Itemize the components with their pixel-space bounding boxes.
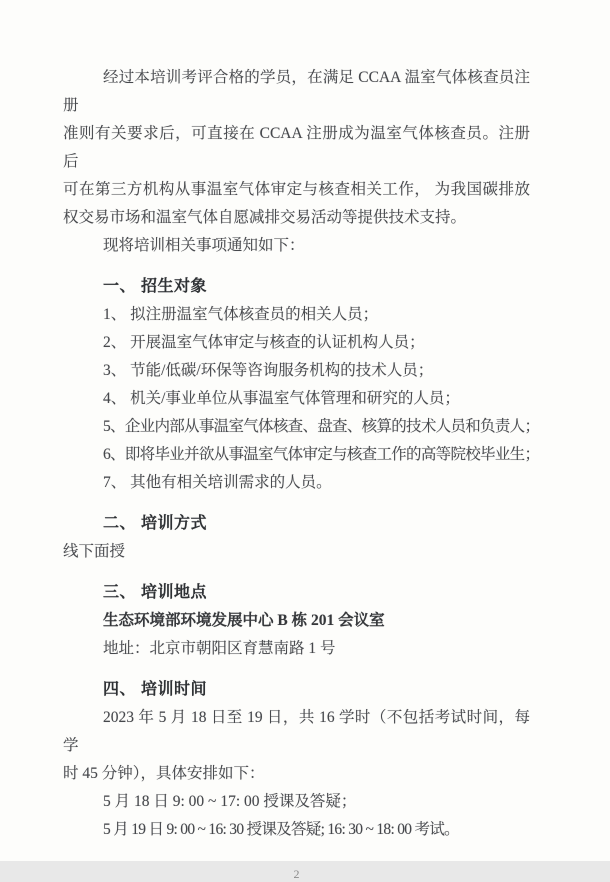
intro-lead-line: 现将培训相关事项通知如下： — [103, 237, 305, 254]
enrollment-item-7: 7、 其他有相关培训需求的人员。 — [103, 474, 332, 491]
section-heading-method: 二、 培训方式 — [103, 515, 207, 532]
intro-line-2: 准则有关要求后，可直接在 CCAA 注册成为温室气体核查员。注册后 — [63, 125, 530, 170]
venue-address-line: 地址：北京市朝阳区育慧南路 1 号 — [103, 640, 336, 657]
enrollment-item-1: 1、 拟注册温室气体核查员的相关人员； — [103, 306, 379, 323]
time-intro-line-1: 2023 年 5 月 18 日至 19 日，共 16 学时（不包括考试时间，每学 — [63, 709, 530, 754]
page-number: 2 — [293, 867, 300, 881]
schedule-line-2: 5 月 19 日 9: 00 ~ 16: 30 授课及答疑; 16: 30 ~ 18: 00 考试。 — [103, 821, 459, 838]
enrollment-item-4: 4、 机关/事业单位从事温室气体管理和研究的人员； — [103, 390, 460, 407]
enrollment-item-3: 3、 节能/低碳/环保等咨询服务机构的技术人员； — [103, 362, 434, 379]
enrollment-item-2: 2、 开展温室气体审定与核查的认证机构人员； — [103, 334, 425, 351]
intro-line-1: 经过本培训考评合格的学员，在满足 CCAA 温室气体核查员注册 — [63, 69, 530, 114]
venue-name-line: 生态环境部环境发展中心 B 栋 201 会议室 — [103, 612, 385, 629]
section-heading-time: 四、 培训时间 — [103, 681, 207, 698]
enrollment-item-5: 5、企业内部从事温室气体核查、盘查、核算的技术人员和负责人； — [103, 418, 540, 435]
time-intro-line-2: 时 45 分钟），具体安排如下： — [63, 765, 265, 782]
section-heading-enrollment: 一、 招生对象 — [103, 278, 207, 295]
schedule-line-1: 5 月 18 日 9: 00 ~ 17: 00 授课及答疑； — [103, 793, 357, 810]
enrollment-item-6: 6、即将毕业并欲从事温室气体审定与核查工作的高等院校毕业生； — [103, 446, 540, 463]
intro-line-3: 可在第三方机构从事温室气体审定与核查相关工作， 为我国碳排放 — [63, 181, 530, 198]
training-mode-text: 线下面授 — [63, 543, 126, 560]
section-heading-venue: 三、 培训地点 — [103, 584, 207, 601]
intro-line-4: 权交易市场和温室气体自愿减排交易活动等提供技术支持。 — [63, 209, 467, 226]
